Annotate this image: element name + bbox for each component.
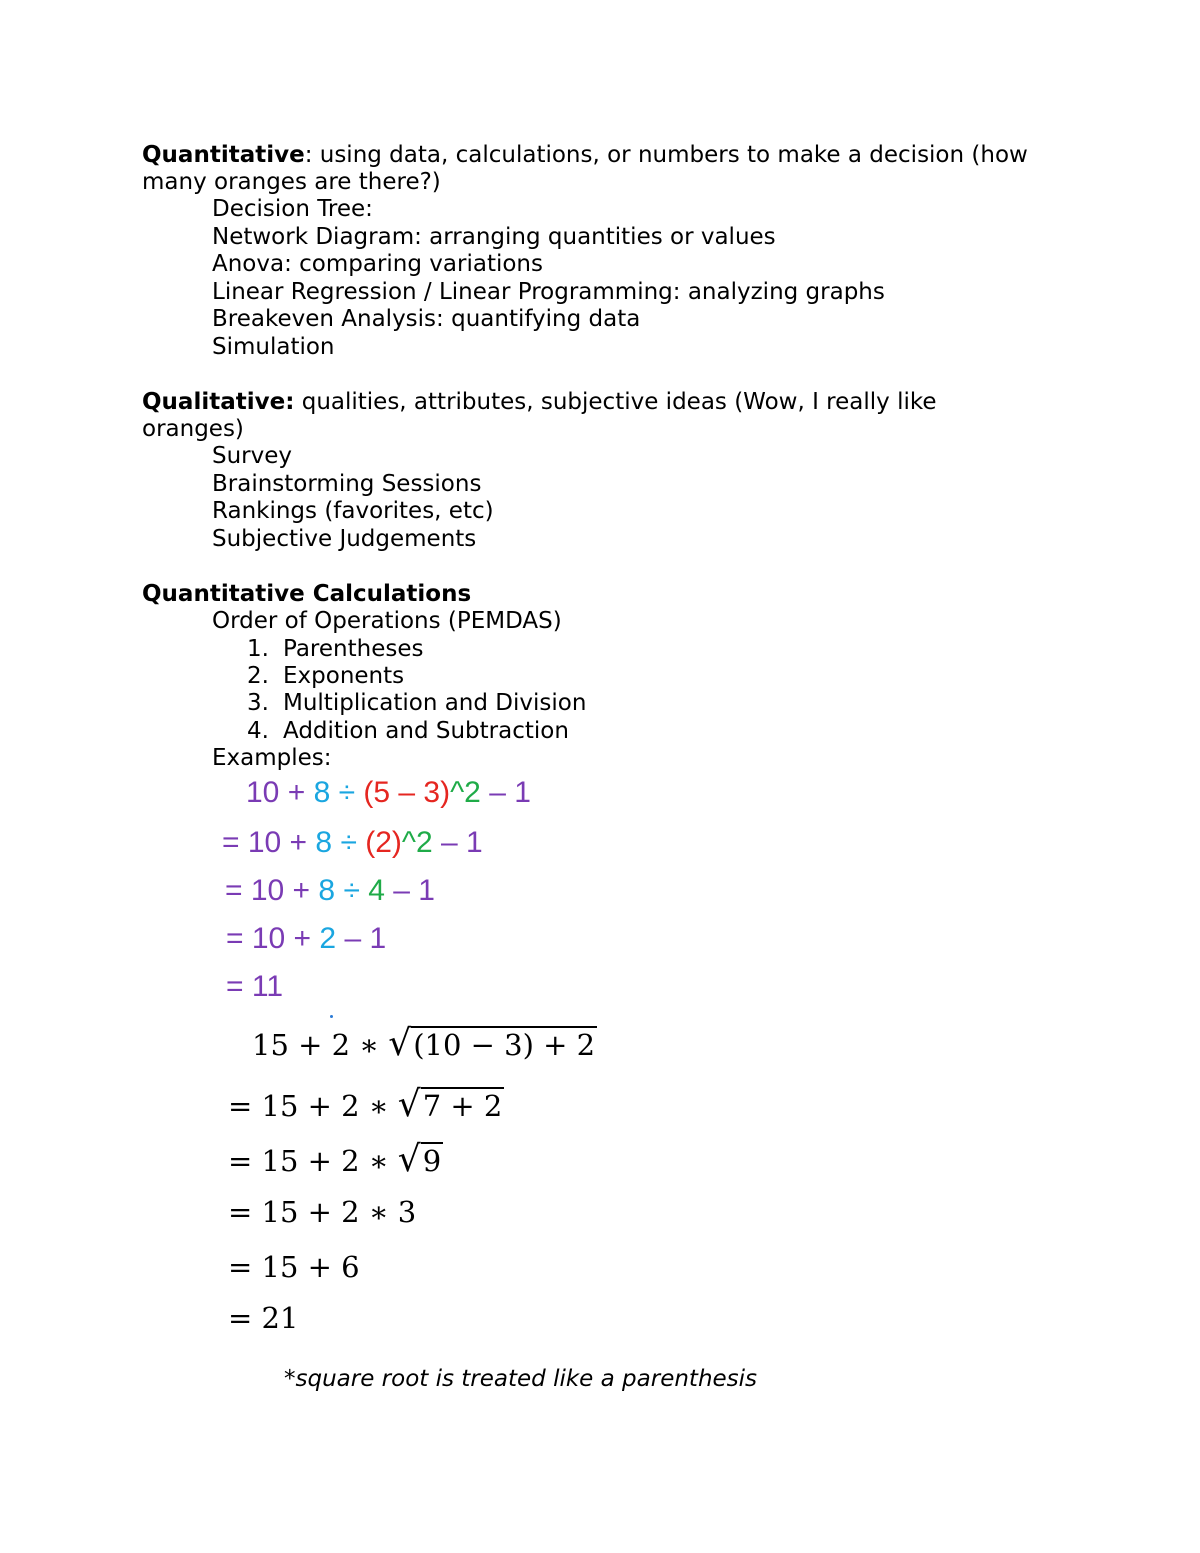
order-list-label: Parentheses <box>283 636 424 662</box>
qualitative-item: Survey <box>212 443 293 469</box>
qualitative-heading: Qualitative: <box>142 389 295 415</box>
example1-segment: = 10 + <box>225 874 319 907</box>
example2-step <box>228 1301 298 1335</box>
example1-segment: 2 <box>319 922 337 955</box>
quantitative-item: Network Diagram: arranging quantities or values <box>212 224 776 250</box>
qualitative-item: Subjective Judgements <box>212 526 477 552</box>
radicand: 9 <box>422 1144 442 1178</box>
example1-step <box>222 826 483 860</box>
square-root-sign: √ <box>388 1023 412 1064</box>
quantitative-definition-text: : using data, calculations, or numbers to make a decision (how <box>304 142 1028 168</box>
order-list-label: Exponents <box>283 663 405 689</box>
example2-expression: = 15 + 2 ∗ <box>228 1089 398 1123</box>
example1-segment: (2) <box>365 826 402 859</box>
example1-segment: ^2 <box>450 776 481 809</box>
example2-step <box>228 1195 416 1229</box>
example2-step <box>252 1023 597 1064</box>
example1-segment: (5 – 3) <box>363 776 451 809</box>
quantitative-item: Linear Regression / Linear Programming: analyzing graphs <box>212 279 885 305</box>
qualitative-definition-text: qualities, attributes, subjective ideas (Wow, I really like <box>294 389 937 415</box>
example1-segment: = 10 + <box>226 922 320 955</box>
example1-segment: – 1 <box>384 874 435 907</box>
example1-step <box>226 922 386 956</box>
order-list-number: 4. <box>247 718 269 744</box>
example1-segment: – 1 <box>432 826 483 859</box>
square-root-sign: √ <box>397 1084 421 1125</box>
example2-step <box>228 1250 360 1284</box>
quantitative-definition-cont: many oranges are there?) <box>142 169 441 195</box>
example2-expression: = 15 + 2 ∗ 3 <box>228 1195 417 1229</box>
order-list-label: Multiplication and Division <box>283 690 587 716</box>
order-list-number: 2. <box>247 663 269 689</box>
calculations-heading-text: Quantitative Calculations <box>142 581 472 607</box>
example2-expression: = 15 + 6 <box>228 1250 360 1284</box>
example2-expression: = 21 <box>228 1301 299 1335</box>
order-list-item <box>247 690 586 717</box>
calculations-heading <box>142 581 471 608</box>
qualitative-item: Rankings (favorites, etc) <box>212 498 494 524</box>
example2-expression: 15 + 2 ∗ <box>252 1028 389 1062</box>
example1-step <box>246 776 531 810</box>
order-list-item <box>247 663 404 690</box>
quantitative-definition <box>142 142 1028 169</box>
example1-segment: 8 ÷ <box>315 826 366 859</box>
radicand: 7 + 2 <box>422 1089 503 1123</box>
example2-step <box>228 1084 504 1125</box>
radicand: (10 − 3) + 2 <box>413 1028 596 1062</box>
example1-segment: ^2 <box>401 826 433 859</box>
example1-segment: – 1 <box>336 922 387 955</box>
square-root-sign: √ <box>397 1139 421 1180</box>
example1-step <box>225 874 435 908</box>
qualitative-definition <box>142 389 937 416</box>
example1-segment: = 10 + <box>222 826 316 859</box>
example1-segment: – 1 <box>480 776 531 809</box>
example1-segment: 4 <box>368 874 385 907</box>
example2-expression: = 15 + 2 ∗ <box>228 1144 398 1178</box>
example1-segment: = 11 <box>226 970 283 1003</box>
order-list-label: Addition and Subtraction <box>283 718 569 744</box>
order-of-operations-title: Order of Operations (PEMDAS) <box>212 608 562 634</box>
quantitative-item: Anova: comparing variations <box>212 251 543 277</box>
order-list-item <box>247 718 569 745</box>
quantitative-item: Simulation <box>212 334 335 360</box>
qualitative-definition-cont: oranges) <box>142 416 244 442</box>
examples-label: Examples: <box>212 745 332 771</box>
example1-segment: 8 ÷ <box>318 874 369 907</box>
order-list-number: 3. <box>247 690 269 716</box>
example1-segment: 10 + <box>246 776 314 809</box>
example2-step <box>228 1139 443 1180</box>
order-list-item <box>247 636 423 663</box>
quantitative-heading: Quantitative <box>142 142 305 168</box>
quantitative-item: Decision Tree: <box>212 196 373 222</box>
square-root-note: *square root is treated like a parenthesis <box>284 1366 758 1392</box>
order-list-number: 1. <box>247 636 269 662</box>
stray-dot-mark <box>330 1015 333 1018</box>
example1-step <box>226 970 283 1004</box>
example1-segment: 8 ÷ <box>313 776 364 809</box>
quantitative-item: Breakeven Analysis: quantifying data <box>212 306 641 332</box>
qualitative-item: Brainstorming Sessions <box>212 471 482 497</box>
